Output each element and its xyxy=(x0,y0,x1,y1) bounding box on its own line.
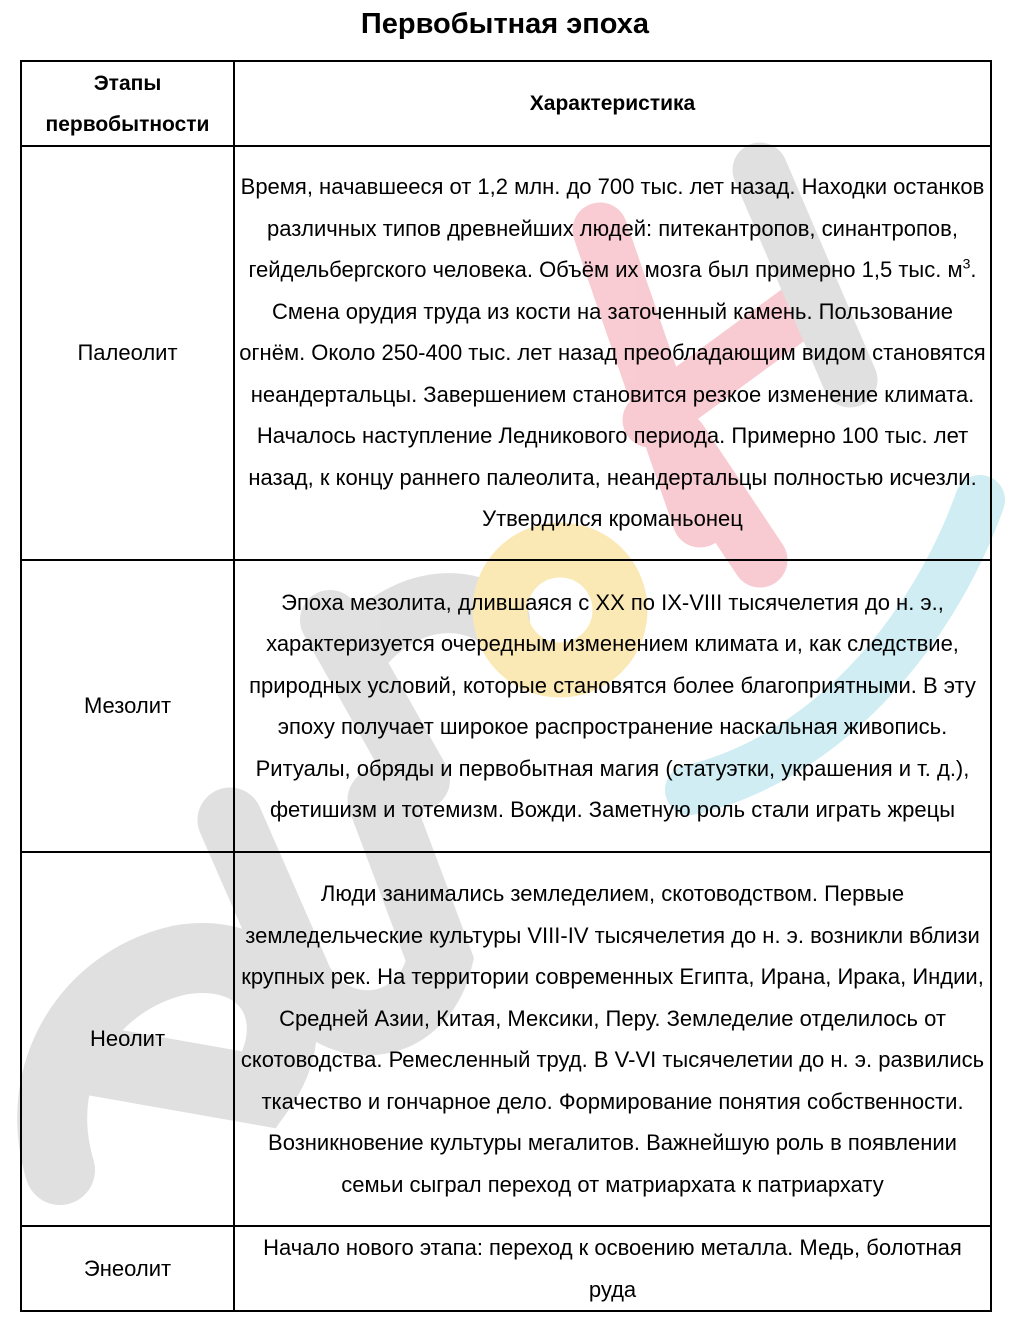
stage-cell: Мезолит xyxy=(21,560,234,852)
characteristic-cell: Люди занимались земледелием, скотоводством. Первые земледельческие культуры VIII-IV тысячелетия до н. э. возникли вблизи крупных рек. На территории современных Египта, Ирана, Ирака, Индии, Средней Азии, Китая, Мексики, Перу. Земледелие отделилось от скотоводства. Ремесленный труд. В V-VI тысячелетии до н. э. развились ткачество и гончарное дело. Формирование понятия собственности. Возникновение культуры мегалитов. Важнейшую роль в появлении семьи сыграл переход от матриархата к патриархату xyxy=(234,852,991,1226)
characteristic-cell: Начало нового этапа: переход к освоению металла. Медь, болотная руда xyxy=(234,1226,991,1311)
header-characteristic: Характеристика xyxy=(234,61,991,146)
stage-cell: Энеолит xyxy=(21,1226,234,1311)
page-title: Первобытная эпоха xyxy=(360,8,650,40)
table-row xyxy=(21,852,991,1226)
characteristic-cell xyxy=(234,146,991,560)
characteristic-cell: Эпоха мезолита, длившаяся с XX по IX-VIII тысячелетия до н. э., характеризуется очередным изменением климата и, как следствие, природных условий, которые становятся более благоприятными. В эту эпоху получает широкое распространение наскальная живопись. Ритуалы, обряды и первобытная магия (статуэтки, украшения и т. д.), фетишизм и тотемизм. Вожди. Заметную роль стали играть жрецы xyxy=(234,560,991,852)
characteristic-text: Время, начавшееся от 1,2 млн. до 700 тыс. лет назад. Находки останков различных типов древнейших людей: питекантропов, синантропов, гейдельбергского человека. Объём их мозга был примерно 1,5 тыс. м xyxy=(240,174,985,283)
primitive-era-table xyxy=(20,60,992,1312)
superscript: 3 xyxy=(962,255,971,272)
header-stages: Этапы первобытности xyxy=(21,61,234,146)
table-row xyxy=(21,560,991,852)
stage-cell: Палеолит xyxy=(21,146,234,560)
table-row xyxy=(21,1226,991,1311)
characteristic-text-continued: . Смена орудия труда из кости на заточенный камень. Пользование огнём. Около 250-400 тыс. лет назад преобладающим видом становятся неандертальцы. Завершением становится резкое изменение климата. Началось наступление Ледникового периода. Примерно 100 тыс. лет назад, к концу раннего палеолита, неандертальцы полностью исчезли. Утвердился кроманьонец xyxy=(239,257,986,532)
stage-cell: Неолит xyxy=(21,852,234,1226)
table-row xyxy=(21,146,991,560)
table-header-row xyxy=(21,61,991,146)
